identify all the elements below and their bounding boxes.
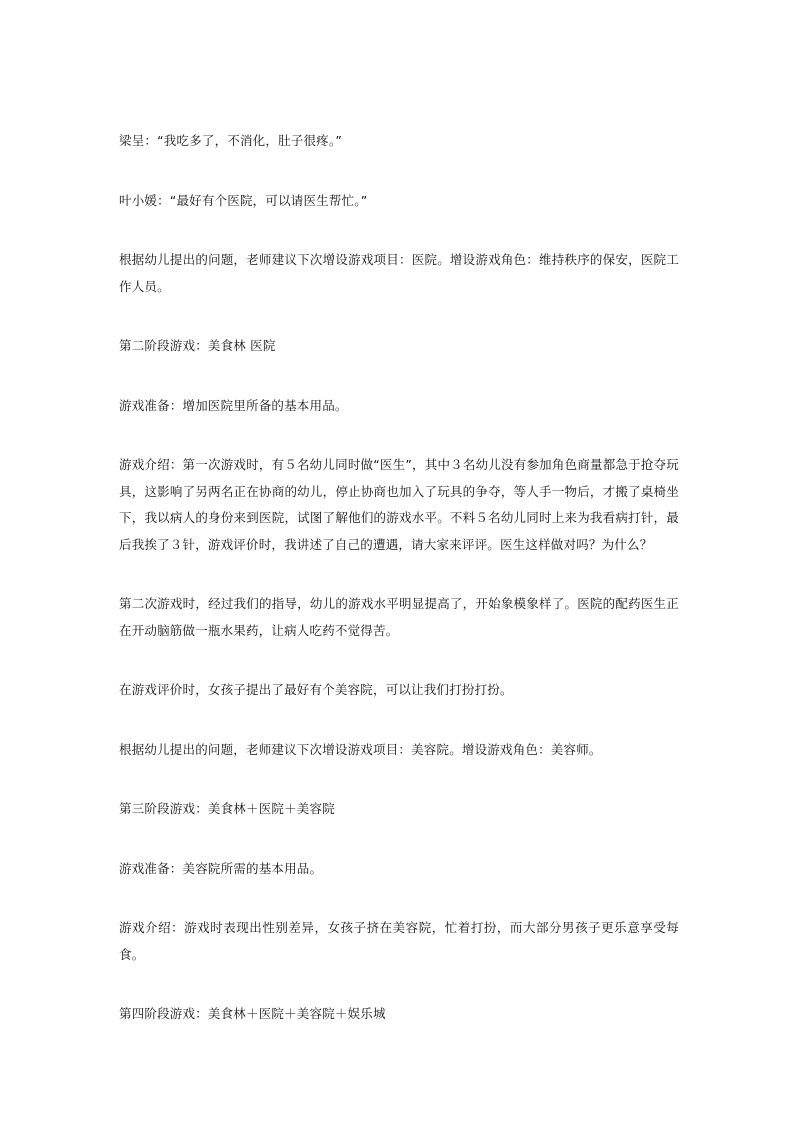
paragraph-stage-three-heading: 第三阶段游戏：美食林＋医院＋美容院 [119, 801, 335, 816]
document-body [119, 128, 679, 1061]
paragraph-stage-two-introduction: 游戏介绍：第一次游戏时，有５名幼儿同时做“医生”，其中３名幼儿没有参加角色商量都急于抢夺玩具，这影响了另两名正在协商的幼儿，停止协商也加入了玩具的争夺，等人手一物后，才搬了桌椅坐下，我以病人的身份来到医院，试图了解他们的游戏水平。不料５名幼儿同时上来为我看病打针，最后我挨了３针，游戏评价时，我讲述了自己的遭遇，请大家来评评。医生这样做对吗？为什么？ [119, 457, 679, 552]
paragraph-stage-three-preparation: 游戏准备：美容院所需的基本用品。 [119, 860, 323, 876]
paragraph-stage-two-heading: 第二阶段游戏：美食林 医院 [119, 338, 276, 353]
paragraph-teacher-suggestion-hospital: 根据幼儿提出的问题，老师建议下次增设游戏项目：医院。增设游戏角色：维持秩序的保安，医院工作人员。 [119, 252, 679, 294]
paragraph-stage-three-introduction: 游戏介绍：游戏时表现出性别差异，女孩子挤在美容院，忙着打扮，而大部分男孩子更乐意享受每食。 [119, 920, 679, 962]
paragraph-dialogue-liang: 梁呈：“我吃多了，不消化，肚子很疼。” [119, 133, 343, 148]
paragraph-stage-two-preparation: 游戏准备：增加医院里所备的基本用品。 [119, 397, 348, 413]
paragraph-teacher-suggestion-salon: 根据幼儿提出的问题，老师建议下次增设游戏项目：美容院。增设游戏角色：美容师。 [119, 741, 602, 757]
paragraph-game-evaluation: 在游戏评价时，女孩子提出了最好有个美容院，可以让我们打扮打扮。 [119, 682, 513, 697]
paragraph-dialogue-ye: 叶小媛：“最好有个医院，可以请医生帮忙。” [119, 192, 368, 208]
paragraph-stage-four-heading: 第四阶段游戏：美食林＋医院＋美容院＋娱乐城 [119, 1006, 386, 1021]
paragraph-second-game: 第二次游戏时，经过我们的指导，幼儿的游戏水平明显提高了，开始象模象样了。医院的配药医生正在开动脑筋做一瓶水果药，让病人吃药不觉得苦。 [119, 596, 679, 638]
